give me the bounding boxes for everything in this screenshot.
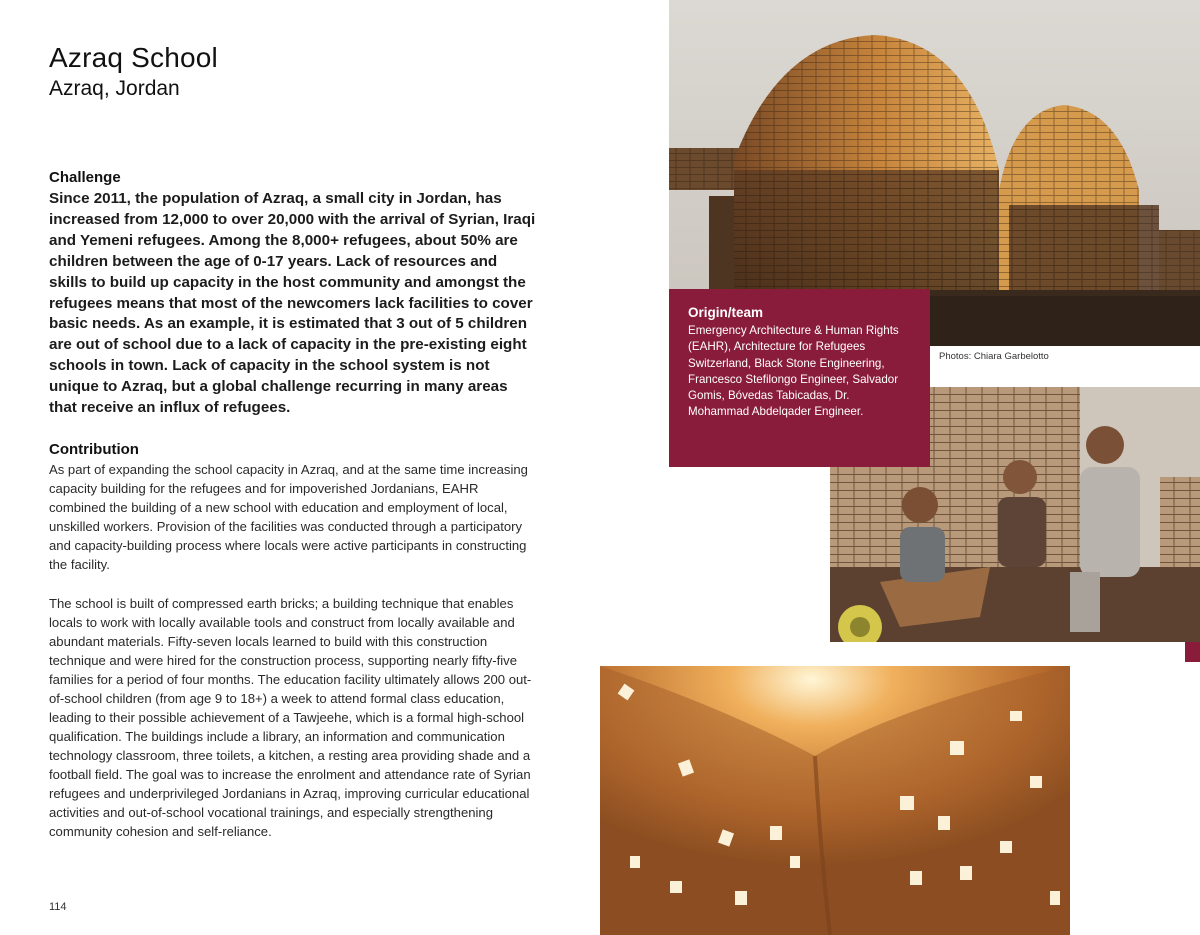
challenge-text: Since 2011, the population of Azraq, a small city in Jordan, has increased from 12,000 to over 20,000 with the arrival of Syrian, Iraqi and Yemeni refugees. Among the 8,000+ refugees, about 50% are children between the age of 0-17 years. Lack of resources and skills to build up capacity in the host community and amongst the refugees means that most of the newcomers lack facilities to cover basic needs. As an example, it is estimated that 3 out of 5 children are out of school due to a lack of capacity in the pre-existing eight schools in town. Lack of capacity in the school system is not unique to Azraq, but a global challenge recurring in many areas that receive an influx of refugees. xyxy=(49,190,536,417)
challenge-heading: Challenge xyxy=(49,169,121,186)
origin-heading: Origin/team xyxy=(688,305,764,320)
contribution-paragraph-2: The school is built of compressed earth bricks; a building technique that enables locals to work with locally available tools and construct from locally available and abundant materials. Fifty-seven locals learned to build with this construction technique and were hired for the construction process, supporting nearly fifty-five families for a period of four months. The education facility ultimately allows 200 out-of-school children (from age 9 to 18+) a week to attend formal class education, leading to their possible achievement of a Tawjeehe, which is a formal high-school qualification. The buildings include a library, an information and communication technology classroom, three toilets, a kitchen, a resting area providing shade and a football field. The goal was to increase the enrolment and attendance rate of Syrian refugees and underprivileged Jordanians in Azraq, improving curricular educational activities and out-of-school vocational trainings, and especially strengthening community cohesion and self-reliance. xyxy=(49,596,532,839)
page-subtitle: Azraq, Jordan xyxy=(49,77,180,100)
origin-team-box xyxy=(669,289,930,467)
page-number: 114 xyxy=(49,901,67,913)
photo-dome-interior xyxy=(600,666,1070,935)
contribution-paragraph-1: As part of expanding the school capacity in Azraq, and at the same time increasing capacity building for the refugees and for impoverished Jordanians, EAHR combined the building of a new school with education and employment of local, unskilled workers. Provision of the facilities was conducted through a participatory and capacity-building process where locals were active participants in constructing the facility. xyxy=(49,462,528,572)
contribution-heading: Contribution xyxy=(49,441,139,458)
accent-tab xyxy=(1185,642,1200,662)
photo-credit: Photos: Chiara Garbelotto xyxy=(939,351,1049,362)
page-title: Azraq School xyxy=(49,42,218,73)
origin-text: Emergency Architecture & Human Rights (EAHR), Architecture for Refugees Switzerland, Black Stone Engineering, Francesco Stefilongo Engineer, Salvador Gomis, Bóvedas Tabicadas, Dr. Mohammad Abdelqader Engineer. xyxy=(688,324,899,419)
